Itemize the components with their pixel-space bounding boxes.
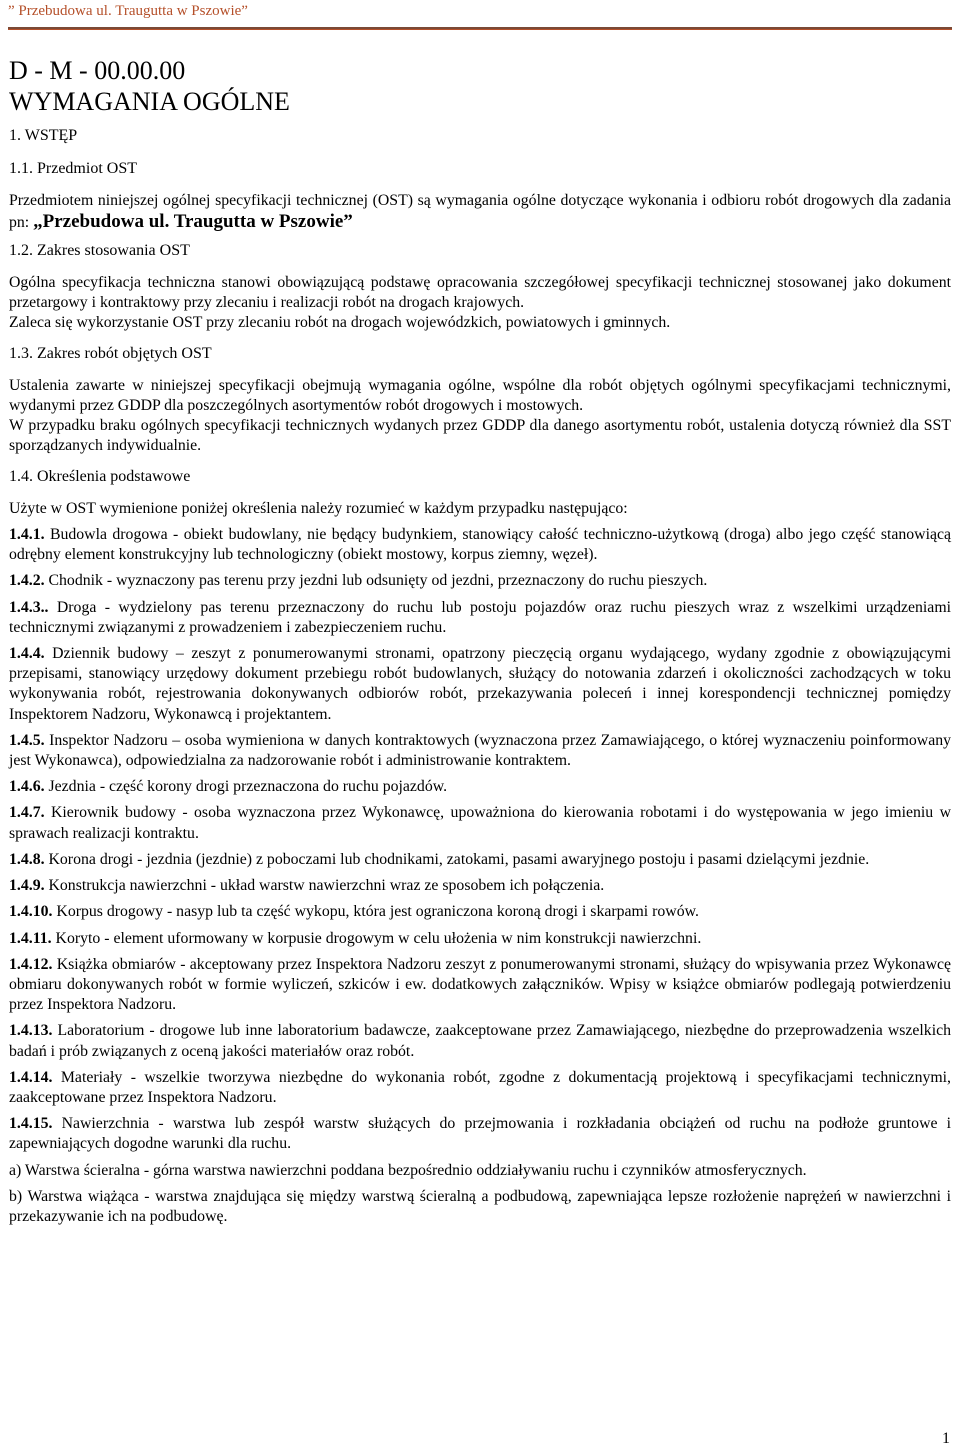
definition-text: Chodnik - wyznaczony pas terenu przy jezdni lub odsunięty od jezdni, przeznaczony do ruchu pieszych. — [48, 572, 708, 590]
definition-text: Laboratorium - drogowe lub inne laboratorium badawcze, zaakceptowane przez Zamawiającego, niezbędne do przeprowadzenia wszelkich badań i prób związanych z oceną jakości materiałów oraz robót. — [9, 1022, 951, 1060]
definition-number: 1.4.7. — [9, 804, 45, 822]
definition-number: 1.4.9. — [9, 877, 45, 895]
definition-text: Jezdnia - część korony drogi przeznaczona do ruchu pojazdów. — [48, 778, 448, 796]
definition-text: Materiały - wszelkie tworzywa niezbędne do wykonania robót, zgodne z dokumentacją projektową i specyfikacjami technicznymi, zaakceptowane przez Inspektora Nadzoru. — [9, 1068, 951, 1106]
definition-number: 1.4.13. — [9, 1022, 53, 1040]
paragraph-1-1 — [9, 191, 951, 232]
definition-item — [9, 876, 951, 896]
definition-number: 1.4.14. — [9, 1068, 53, 1086]
paragraph-1-3-a: Ustalenia zawarte w niniejszej specyfikacji obejmują wymagania ogólne, wspólne dla robót objętych ogólnymi specyfikacjami technicznymi, wydanymi przez GDDP dla poszczególnych asortymentów robót drogowych i mostowych. — [9, 376, 951, 415]
definition-text: Dziennik budowy – zeszyt z ponumerowanymi stronami, opatrzony pieczęcią organu wydającego, wydany zgodnie z obowiązującymi przepisami, stanowiący urzędowy dokument przebiegu robót budowlanych, służący do notowania zdarzeń i okoliczności zachodzących w toku wykonywania robót, rejestrowania dokonywanych odbiorów robót, przekazywania poleceń i innej korespondencji technicznej pomiędzy Inspektorem Nadzoru, Wykonawcą i projektantem. — [9, 645, 952, 723]
definition-text: Korpus drogowy - nasyp lub ta część wykopu, która jest ograniczona koroną drogi i skarpami rowów. — [56, 903, 699, 921]
definition-item — [9, 1068, 951, 1108]
definition-number: 1.4.5. — [9, 731, 45, 749]
definition-number: 1.4.1. — [9, 526, 45, 544]
definition-text: Budowla drogowa - obiekt budowlany, nie będący budynkiem, stanowiący całość techniczno-użytkową (droga) albo jego część stanowiącą odrębny element konstrukcyjny lub technologiczny (obiekt mostowy, korpus ziemny, węzeł). — [9, 526, 951, 564]
definition-number: 1.4.8. — [9, 850, 45, 868]
paragraph-1-4: Użyte w OST wymienione poniżej określenia należy rozumieć w każdym przypadku następująco: — [9, 499, 628, 517]
definition-item — [9, 929, 951, 949]
spec-title: WYMAGANIA OGÓLNE — [9, 87, 290, 116]
section-heading-1-4: 1.4. Określenia podstawowe — [9, 467, 191, 485]
header-rule — [8, 27, 952, 30]
project-name: „Przebudowa ul. Traugutta w Pszowie” — [33, 210, 353, 232]
spec-code: D - M - 00.00.00 — [9, 56, 186, 85]
definition-item — [9, 803, 951, 843]
definition-item — [9, 571, 951, 591]
paragraph-1-2-a: Ogólna specyfikacja techniczna stanowi obowiązującą podstawę opracowania szczegółowej specyfikacji technicznej stosowanej jako dokument przetargowy i kontraktowy przy zlecaniu i realizacji robót na drogach krajowych. — [9, 274, 951, 312]
paragraph-1-3-b: W przypadku braku ogólnych specyfikacji technicznych wydanych przez GDDP dla danego asortymentu robót, ustalenia dotyczą również dla SST sporządzanych indywidualnie. — [9, 417, 951, 455]
section-heading-1: 1. WSTĘP — [9, 127, 78, 144]
definition-item — [9, 902, 951, 922]
definition-text: Książka obmiarów - akceptowany przez Inspektora Nadzoru zeszyt z ponumerowanymi stronami, służący do wpisywania przez Wykonawcę obmiaru dokonywanych robót w formie wyliczeń, szkiców i ew. dodatkowych załączników. Wpisy w książce obmiarów podlegają potwierdzeniu przez Inspektora Nadzoru. — [9, 955, 952, 1014]
definition-number: 1.4.12. — [9, 955, 53, 973]
definition-item — [9, 955, 951, 1016]
definition-text: Droga - wydzielony pas terenu przeznaczony do ruchu lub postoju pojazdów oraz ruchu pieszych wraz z wszelkimi urządzeniami technicznymi związanymi z prowadzeniem i zabezpieczeniem ruchu. — [9, 598, 951, 636]
definition-number: 1.4.11. — [9, 929, 52, 947]
definitions-list — [9, 525, 951, 1154]
definition-number: 1.4.10. — [9, 903, 53, 921]
definition-item — [9, 850, 951, 870]
running-header: ” Przebudowa ul. Traugutta w Pszowie” — [8, 3, 248, 19]
document-body — [9, 55, 951, 1227]
definition-item — [9, 598, 951, 638]
definition-item — [9, 731, 951, 771]
paragraph-1-1-text: Przedmiotem niniejszej ogólnej specyfikacji technicznej (OST) są wymagania ogólne dotyczące wykonania i odbioru robót drogowych dla zadania pn: — [9, 192, 951, 231]
definition-text: Korona drogi - jezdnia (jezdnie) z poboczami lub chodnikami, zatokami, pasami awaryjnego postoju i pasami dzielącymi jezdnie. — [48, 850, 870, 868]
definition-number: 1.4.4. — [9, 645, 45, 663]
definition-text: Koryto - element uformowany w korpusie drogowym w celu ułożenia w nim konstrukcji nawierzchni. — [55, 929, 702, 947]
definition-item — [9, 777, 951, 797]
definition-number: 1.4.3.. — [9, 598, 49, 616]
definition-item — [9, 644, 951, 725]
definition-text: Nawierzchnia - warstwa lub zespół warstw służących do przejmowania i rozkładania obciążeń od ruchu na podłoże gruntowe i zapewniających dogodne warunki dla ruchu. — [9, 1115, 952, 1153]
definition-text: Konstrukcja nawierzchni - układ warstw nawierzchni wraz ze sposobem ich połączenia. — [48, 877, 605, 895]
paragraph-layer-a: a) Warstwa ścieralna - górna warstwa nawierzchni poddana bezpośrednio oddziaływaniu ruchu i czynników atmosferycznych. — [9, 1161, 807, 1179]
paragraph-layer-b: b) Warstwa wiążąca - warstwa znajdująca się między warstwą ścieralną a podbudową, zapewniająca lepsze rozłożenie naprężeń w nawierzchni i przekazywanie ich na podbudowę. — [9, 1187, 951, 1225]
definition-item — [9, 525, 951, 565]
paragraph-1-2-b: Zaleca się wykorzystanie OST przy zlecaniu robót na drogach wojewódzkich, powiatowych i gminnych. — [9, 314, 671, 332]
definition-text: Inspektor Nadzoru – osoba wymieniona w danych kontraktowych (wyznaczona przez Zamawiającego, o której wyznaczeniu poinformowany jest Wykonawca), odpowiedzialna za nadzorowanie robót i administrowanie kontraktem. — [9, 731, 952, 770]
section-heading-1-1: 1.1. Przedmiot OST — [9, 160, 137, 178]
definition-item — [9, 1021, 951, 1061]
page-number: 1 — [942, 1430, 950, 1447]
section-heading-1-2: 1.2. Zakres stosowania OST — [9, 241, 190, 259]
definition-number: 1.4.15. — [9, 1115, 53, 1133]
definition-number: 1.4.6. — [9, 778, 45, 796]
definition-item — [9, 1114, 951, 1154]
definition-text: Kierownik budowy - osoba wyznaczona przez Wykonawcę, upoważniona do kierowania robotami i do występowania w jego imieniu w sprawach realizacji kontraktu. — [9, 804, 952, 842]
definition-number: 1.4.2. — [9, 572, 45, 590]
section-heading-1-3: 1.3. Zakres robót objętych OST — [9, 344, 212, 362]
